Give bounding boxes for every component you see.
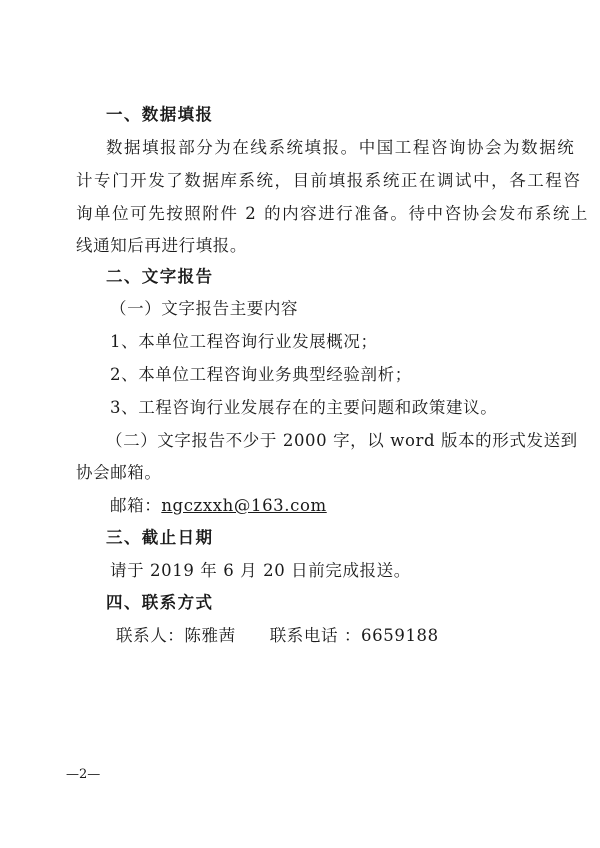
section-2-subheading-2-line-2: 协会邮箱。 xyxy=(76,463,162,482)
email-link[interactable]: ngczxxh@163.com xyxy=(161,496,327,515)
section-1-line-2: 计专门开发了数据库系统，目前填报系统正在调试中，各工程咨 xyxy=(76,171,582,190)
section-1-heading: 一、数据填报 xyxy=(106,105,214,124)
section-2-subheading-1: （一）文字报告主要内容 xyxy=(110,299,299,318)
section-2-item-3: 3、工程咨询行业发展存在的主要问题和政策建议。 xyxy=(110,398,498,417)
section-3-text: 请于 2019 年 6 月 20 日前完成报送。 xyxy=(110,561,411,580)
contact-row xyxy=(116,625,576,647)
section-2-item-1: 1、本单位工程咨询行业发展概况； xyxy=(110,332,378,351)
page-number: —2— xyxy=(66,767,101,782)
contact-person: 联系人：陈雅茜 xyxy=(116,626,236,645)
section-1-line-4: 线通知后再进行填报。 xyxy=(76,236,247,255)
email-label: 邮箱： xyxy=(110,496,162,515)
section-4-heading: 四、联系方式 xyxy=(106,593,214,612)
contact-phone: 联系电话 ：6659188 xyxy=(269,626,439,645)
email-row xyxy=(110,495,570,517)
section-3-heading: 三、截止日期 xyxy=(106,528,214,547)
section-2-subheading-2-line-1: （二）文字报告不少于 2000 字，以 word 版本的形式发送到 xyxy=(106,431,578,450)
section-2-item-2: 2、本单位工程咨询业务典型经验剖析； xyxy=(110,365,412,384)
section-2-heading: 二、文字报告 xyxy=(106,267,214,286)
section-1-line-1: 数据填报部分为在线系统填报。中国工程咨询协会为数据统 xyxy=(106,138,576,157)
section-1-line-3: 询单位可先按照附件 2 的内容进行准备。待中咨协会发布系统上 xyxy=(76,204,589,223)
